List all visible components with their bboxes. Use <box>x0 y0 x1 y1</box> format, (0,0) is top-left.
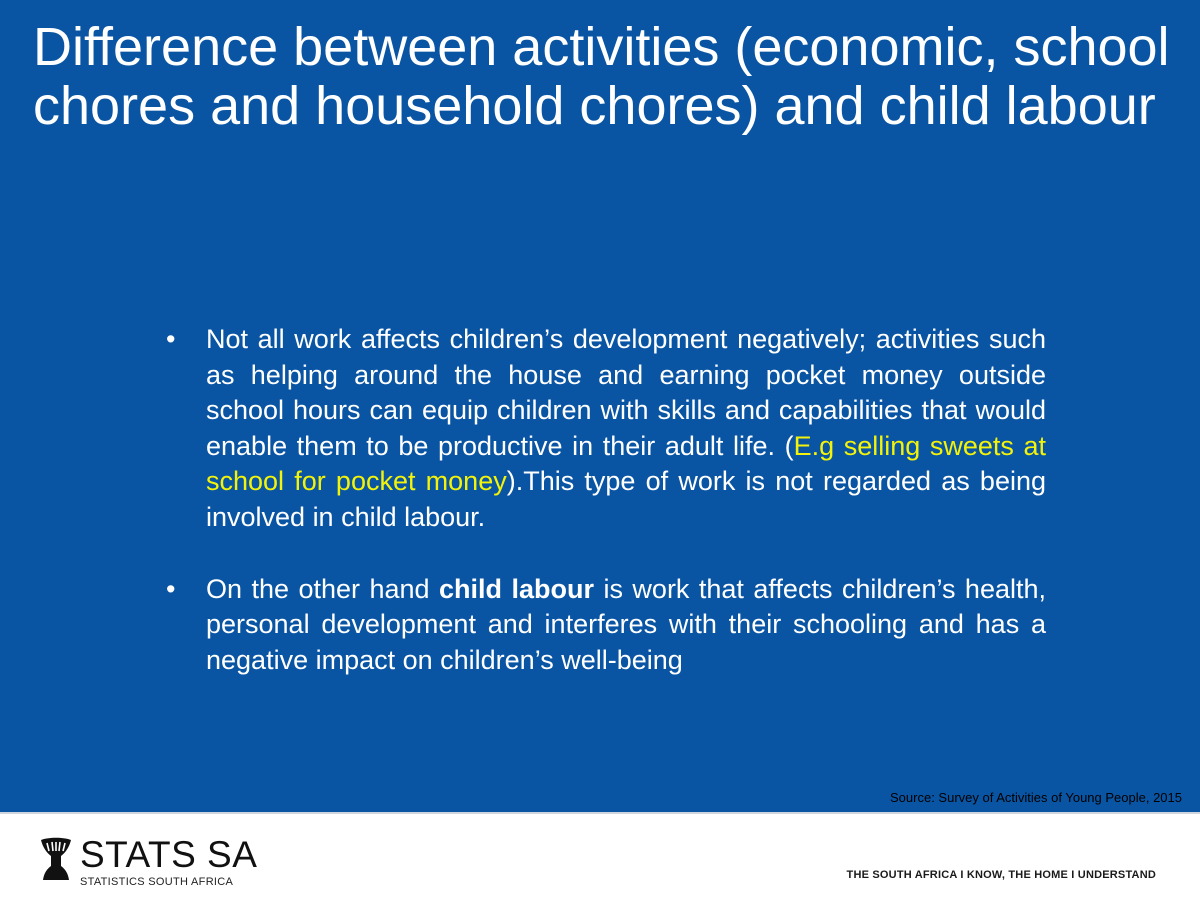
bullet-list <box>166 322 1046 678</box>
bullet-text: Not all work affects children’s development negatively; activities such as helping around the house and earning pocket money outside school hours can equip children with skills and capabilities that would enable them to be productive in their adult life. ( <box>206 324 1046 461</box>
bullet-bold-term: child labour <box>439 573 594 604</box>
bullet-text: ).This type of work is not regarded as being involved in child labour. <box>206 466 1046 532</box>
bullet-marker: • <box>166 573 176 604</box>
stats-sa-logo <box>38 836 257 896</box>
logo-name: STATS SA <box>80 834 258 875</box>
bullet-text: is work that affects children’s health, personal development and interferes with their schooling and has a negative impact on children’s well-being <box>206 573 1046 675</box>
footer-tagline: THE SOUTH AFRICA I KNOW, THE HOME I UNDERSTAND <box>846 869 1156 881</box>
bullet-highlight-text: E.g selling sweets at school for pocket money <box>206 430 1046 497</box>
bullet-text: On the other hand <box>206 573 440 604</box>
footer <box>0 812 1200 902</box>
bullet-item <box>166 572 1046 679</box>
slide-title: Difference between activities (economic, school chores and household chores) and child labour <box>33 17 1170 136</box>
source-note: Source: Survey of Activities of Young People, 2015 <box>890 790 1182 805</box>
basket-logo-icon <box>38 836 74 884</box>
bullet-marker: • <box>166 324 176 354</box>
logo-subtitle: STATISTICS SOUTH AFRICA <box>80 876 234 888</box>
bullet-item <box>166 322 1046 536</box>
